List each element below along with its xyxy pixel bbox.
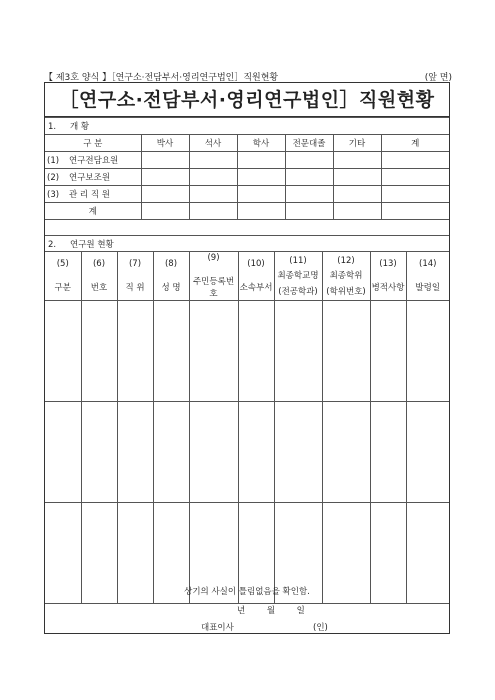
cell[interactable] xyxy=(141,169,189,186)
col-header: 전문대졸 xyxy=(285,135,333,152)
section2-heading: 2. 연구원 현황 xyxy=(45,236,449,252)
cell[interactable] xyxy=(274,301,322,402)
cell[interactable] xyxy=(237,186,285,203)
cell[interactable] xyxy=(370,301,406,402)
table-row xyxy=(45,203,449,220)
col-header: (10) 소속부서 xyxy=(238,252,274,301)
cell[interactable] xyxy=(322,402,370,503)
row-label: (3) 관 리 직 원 xyxy=(45,186,141,203)
section1-heading-row xyxy=(45,118,449,135)
cell[interactable] xyxy=(117,301,153,402)
cell[interactable] xyxy=(274,402,322,503)
cell[interactable] xyxy=(285,152,333,169)
row-label-total: 계 xyxy=(45,203,141,220)
cell[interactable] xyxy=(189,203,237,220)
cell[interactable] xyxy=(189,186,237,203)
date-line: 년 월 일 xyxy=(237,606,305,616)
cell[interactable] xyxy=(237,169,285,186)
cell[interactable] xyxy=(189,301,238,402)
col-header: 계 xyxy=(381,135,449,152)
col-header: (11) 최종학교명 (전공학과) xyxy=(274,252,322,301)
col-header: 학사 xyxy=(237,135,285,152)
cell[interactable] xyxy=(406,301,449,402)
cell[interactable] xyxy=(333,203,381,220)
cell[interactable] xyxy=(117,402,153,503)
cell[interactable] xyxy=(141,152,189,169)
table-row xyxy=(45,169,449,186)
cell[interactable] xyxy=(45,402,81,503)
col-header: 기타 xyxy=(333,135,381,152)
form-label: 【 제3호 양식 】［연구소·전담부서·영리연구법인］직원현황 xyxy=(44,73,279,83)
signature-line xyxy=(201,621,328,633)
cell[interactable] xyxy=(189,169,237,186)
representative-label: 대표이사 xyxy=(201,623,234,633)
table-row xyxy=(45,301,449,402)
col-header: (8) 성 명 xyxy=(153,252,189,301)
col-header: (7) 직 위 xyxy=(117,252,153,301)
cell[interactable] xyxy=(81,402,117,503)
cell[interactable] xyxy=(238,402,274,503)
col-header: (12) 최종학위 (학위번호) xyxy=(322,252,370,301)
confirmation-footer xyxy=(45,581,449,633)
researcher-table xyxy=(45,235,449,604)
cell[interactable] xyxy=(406,402,449,503)
section1-heading: 1. 개 황 xyxy=(45,118,449,135)
col-header: (5) 구분 xyxy=(45,252,81,301)
section2-heading-row xyxy=(45,236,449,252)
researcher-header-row xyxy=(45,252,449,301)
cell[interactable] xyxy=(189,402,238,503)
cell[interactable] xyxy=(381,152,449,169)
cell[interactable] xyxy=(141,186,189,203)
cell[interactable] xyxy=(370,402,406,503)
cell[interactable] xyxy=(285,203,333,220)
cell[interactable] xyxy=(333,169,381,186)
col-header: (9) 주민등록번호 xyxy=(189,252,238,301)
col-header: (14) 발령일 xyxy=(406,252,449,301)
table-row xyxy=(45,186,449,203)
cell[interactable] xyxy=(153,402,189,503)
col-header: 석사 xyxy=(189,135,237,152)
col-header: (13) 병적사항 xyxy=(370,252,406,301)
col-header: 박사 xyxy=(141,135,189,152)
cell[interactable] xyxy=(81,301,117,402)
cell[interactable] xyxy=(381,169,449,186)
cell[interactable] xyxy=(285,169,333,186)
cell[interactable] xyxy=(189,152,237,169)
form-frame xyxy=(44,82,450,634)
overview-table xyxy=(45,117,449,220)
overview-header-row xyxy=(45,135,449,152)
cell[interactable] xyxy=(237,152,285,169)
col-header: 구 분 xyxy=(45,135,141,152)
cell[interactable] xyxy=(237,203,285,220)
cell[interactable] xyxy=(333,186,381,203)
cell[interactable] xyxy=(333,152,381,169)
cell[interactable] xyxy=(141,203,189,220)
table-row xyxy=(45,402,449,503)
row-label: (2) 연구보조원 xyxy=(45,169,141,186)
cell[interactable] xyxy=(153,301,189,402)
cell[interactable] xyxy=(381,186,449,203)
seal-mark: (인) xyxy=(313,623,328,633)
row-label: (1) 연구전담요원 xyxy=(45,152,141,169)
document-title: ［연구소·전담부서·영리연구법인］직원현황 xyxy=(45,83,449,117)
table-row xyxy=(45,152,449,169)
cell[interactable] xyxy=(45,301,81,402)
cell[interactable] xyxy=(285,186,333,203)
page-side-label: (앞 면) xyxy=(424,73,452,83)
cell[interactable] xyxy=(322,301,370,402)
cell[interactable] xyxy=(381,203,449,220)
confirmation-text: 상기의 사실이 틀림없음을 확인함. xyxy=(184,587,310,597)
col-header: (6) 번호 xyxy=(81,252,117,301)
cell[interactable] xyxy=(238,301,274,402)
